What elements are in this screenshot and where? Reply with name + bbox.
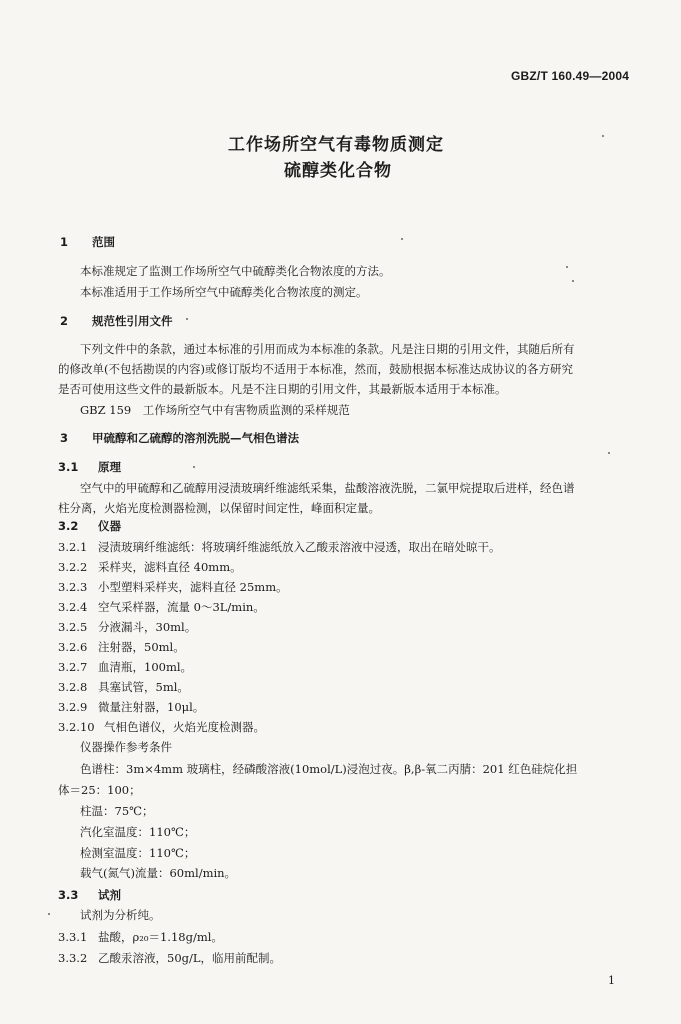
- item-number: 3.3.1: [58, 930, 88, 944]
- item-text: 空气采样器，流量 0～3L/min。: [98, 600, 265, 614]
- scan-speck: [602, 135, 604, 137]
- paragraph: 本标准适用于工作场所空气中硫醇类化合物浓度的测定。: [80, 285, 368, 299]
- item-text: 乙酸汞溶液，50g/L，临用前配制。: [98, 951, 282, 965]
- scan-speck: [401, 238, 403, 240]
- scan-speck: [193, 466, 195, 468]
- paragraph-line: 是否可使用这些文件的最新版本。凡是不注日期的引用文件，其最新版本适用于本标准。: [58, 382, 507, 396]
- item-text: 采样夹，滤料直径 40mm。: [98, 560, 242, 574]
- section-title: 范围: [92, 235, 115, 249]
- item-text: 具塞试管，5ml。: [98, 680, 189, 694]
- condition-line: 体＝25：100；: [58, 783, 141, 797]
- paragraph: 试剂为分析纯。: [80, 908, 161, 922]
- normative-reference: GBZ 159 工作场所空气中有害物质监测的采样规范: [80, 403, 350, 417]
- item-number: 3.2.7: [58, 660, 88, 674]
- item-text: 盐酸，ρ₂₀＝1.18g/ml。: [98, 930, 223, 944]
- subsection-title: 原理: [98, 460, 121, 474]
- item-text: 注射器，50ml。: [98, 640, 185, 654]
- subsection-title: 仪器: [98, 519, 121, 533]
- scan-speck: [572, 280, 574, 282]
- section-1-heading: [60, 235, 115, 249]
- item-text: 分液漏斗，30ml。: [98, 620, 197, 634]
- condition-line: 汽化室温度：110℃；: [80, 825, 196, 839]
- subsection-3-3-heading: [58, 888, 121, 902]
- list-item: [58, 640, 185, 654]
- page-subtitle: 硫醇类化合物: [284, 161, 392, 181]
- scan-speck: [566, 266, 568, 268]
- item-number: 3.2.9: [58, 700, 88, 714]
- subsection-number: 3.3: [58, 888, 79, 902]
- list-item: [58, 720, 265, 734]
- condition-line: 检测室温度：110℃；: [80, 846, 196, 860]
- page-number: 1: [608, 974, 615, 987]
- section-title: 规范性引用文件: [92, 314, 173, 328]
- subsection-3-2-heading: [58, 519, 121, 533]
- section-number: 2: [60, 314, 69, 328]
- item-text: 微量注射器，10μl。: [98, 700, 205, 714]
- list-item: [58, 700, 204, 714]
- condition-line: 载气(氮气)流量：60ml/min。: [80, 866, 237, 880]
- item-text: 气相色谱仪，火焰光度检测器。: [104, 720, 265, 734]
- section-2-heading: [60, 314, 173, 328]
- item-number: 3.2.2: [58, 560, 88, 574]
- item-number: 3.2.10: [58, 720, 95, 734]
- section-number: 3: [60, 431, 69, 445]
- paragraph-line: 下列文件中的条款，通过本标准的引用而成为本标准的条款。凡是注日期的引用文件，其随后所有: [80, 342, 575, 356]
- condition-line: 色谱柱：3m×4mm 玻璃柱，经磷酸溶液(10mol/L)浸泡过夜。β,β-氧二丙腈：201 红色硅烷化担: [80, 762, 578, 776]
- scan-speck: [608, 452, 610, 454]
- list-item: [58, 930, 223, 944]
- paragraph: 本标准规定了监测工作场所空气中硫醇类化合物浓度的方法。: [80, 264, 391, 278]
- scan-speck: [48, 913, 50, 915]
- list-item: [58, 560, 242, 574]
- item-text: 小型塑料采样夹，滤料直径 25mm。: [98, 580, 288, 594]
- list-item: [58, 620, 196, 634]
- list-item: [58, 680, 189, 694]
- section-3-heading: [60, 431, 299, 445]
- item-number: 3.2.3: [58, 580, 88, 594]
- subsection-3-1-heading: [58, 460, 121, 474]
- paragraph-line: 的修改单(不包括勘误的内容)或修订版均不适用于本标准，然而，鼓励根据本标准达成协议的各方研究: [58, 362, 573, 376]
- paragraph-line: 柱分离，火焰光度检测器检测，以保留时间定性，峰面积定量。: [58, 501, 380, 515]
- item-text: 血清瓶，100ml。: [98, 660, 193, 674]
- conditions-title: 仪器操作参考条件: [80, 740, 172, 754]
- list-item: [58, 660, 192, 674]
- subsection-number: 3.2: [58, 519, 79, 533]
- list-item: [58, 951, 281, 965]
- section-title: 甲硫醇和乙硫醇的溶剂洗脱—气相色谱法: [92, 431, 299, 445]
- page-title: 工作场所空气有毒物质测定: [228, 135, 444, 155]
- list-item: [58, 580, 288, 594]
- scan-speck: [186, 318, 188, 320]
- item-number: 3.3.2: [58, 951, 88, 965]
- item-number: 3.2.8: [58, 680, 88, 694]
- item-text: 浸渍玻璃纤维滤纸：将玻璃纤维滤纸放入乙酸汞溶液中浸透，取出在暗处晾干。: [98, 540, 501, 554]
- list-item: [58, 600, 265, 614]
- item-number: 3.2.6: [58, 640, 88, 654]
- subsection-title: 试剂: [98, 888, 121, 902]
- section-number: 1: [60, 235, 69, 249]
- item-number: 3.2.4: [58, 600, 88, 614]
- item-number: 3.2.1: [58, 540, 88, 554]
- standard-number: GBZ/T 160.49—2004: [511, 69, 630, 83]
- paragraph-line: 空气中的甲硫醇和乙硫醇用浸渍玻璃纤维滤纸采集，盐酸溶液洗脱，二氯甲烷提取后进样，经色谱: [80, 481, 575, 495]
- condition-line: 柱温：75℃；: [80, 804, 154, 818]
- subsection-number: 3.1: [58, 460, 79, 474]
- list-item: [58, 540, 501, 554]
- item-number: 3.2.5: [58, 620, 88, 634]
